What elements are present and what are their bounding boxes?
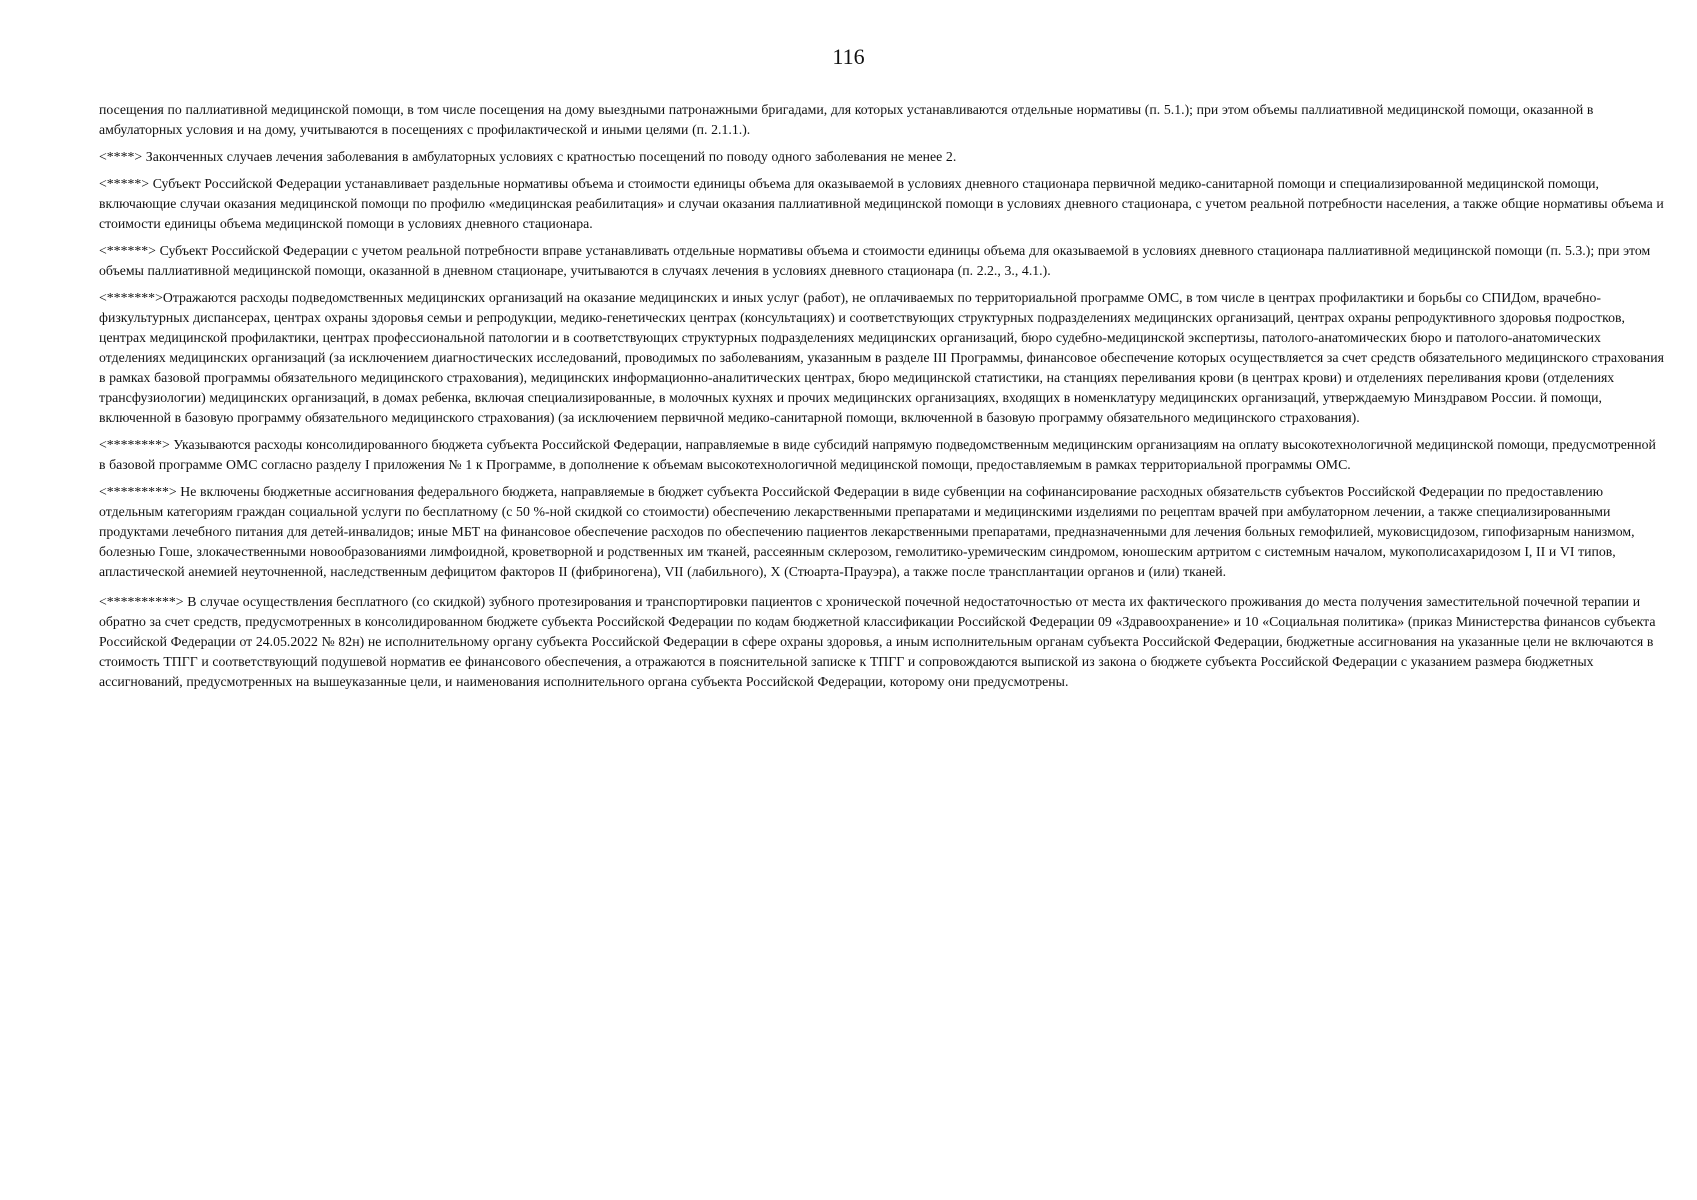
footnote-5-stars: <*****> Субъект Российской Федерации устанавливает раздельные нормативы объема и стоимости единицы объема для оказываемой в условиях дневного стационара первичной медико-санитарной помощи и специализированной медицинской помощи, включающие случаи оказания медицинской помощи по профилю «медицинская реабилитация» и случаи оказания паллиативной медицинской помощи в условиях дневного стационара, с учетом реальной потребности населения, а также общие нормативы объема и стоимости единицы объема медицинской помощи в условиях дневного стационара. <box>99 176 1664 231</box>
footnotes-body <box>99 100 1664 699</box>
footnote-8-stars: <********> Указываются расходы консолидированного бюджета субъекта Российской Федерации, направляемые в виде субсидий напрямую подведомственным медицинским организациям на оплату высокотехнологичной медицинской помощи, предусмотренной в базовой программе ОМС согласно разделу I приложения № 1 к Программе, в дополнение к объемам высокотехнологичной медицинской помощи, предоставляемым в рамках территориальной программы ОМС. <box>99 437 1656 472</box>
footnote-6-stars: <******> Субъект Российской Федерации с учетом реальной потребности вправе устанавливать отдельные нормативы объема и стоимости единицы объема для оказываемой в условиях дневного стационара паллиативной медицинской помощи (п. 5.3.); при этом объемы паллиативной медицинской помощи, оказанной в дневном стационаре, учитываются в случаях лечения в условиях дневного стационара (п. 2.2., 3., 4.1.). <box>99 243 1651 278</box>
footnote-4-stars: <****> Законченных случаев лечения заболевания в амбулаторных условиях с кратностью посещений по поводу одного заболевания не менее 2. <box>99 149 957 164</box>
page-number: 116 <box>832 44 865 69</box>
footnote-7-stars: <*******>Отражаются расходы подведомственных медицинских организаций на оказание медицинских и иных услуг (работ), не оплачиваемых по территориальной программе ОМС, в том числе в центрах профилактики и борьбы со СПИДом, врачебно-физкультурных диспансерах, центрах охраны здоровья семьи и репродукции, медико-генетических центрах (консультациях) и соответствующих структурных подразделениях медицинских организаций, центрах охраны репродуктивного здоровья подростков, центрах медицинской профилактики, центрах профессиональной патологии и в соответствующих структурных подразделениях медицинских организаций, бюро судебно-медицинской экспертизы, патолого-анатомических бюро и патолого-анатомических отделениях медицинских организаций (за исключением диагностических исследований, проводимых по заболеваниям, указанным в разделе III Программы, финансовое обеспечение которых осуществляется за счет средств обязательного медицинского страхования в рамках базовой программы обязательного медицинского страхования), медицинских информационно-аналитических центрах, бюро медицинской статистики, на станциях переливания крови (в центрах крови) и отделениях переливания крови (отделениях трансфузиологии) медицинских организаций, в домах ребенка, включая специализированные, в молочных кухнях и прочих медицинских организациях, входящих в номенклатуру медицинских организаций, утверждаемую Минздравом России. й помощи, включенной в базовую программу обязательного медицинского страхования) (за исключением первичной медико-санитарной помощи, включенной в базовую программу обязательного медицинского страхования). <box>99 290 1664 425</box>
footnote-continuation: посещения по паллиативной медицинской помощи, в том числе посещения на дому выездными патронажными бригадами, для которых устанавливаются отдельные нормативы (п. 5.1.); при этом объемы паллиативной медицинской помощи, оказанной в амбулаторных условия и на дому, учитываются в посещениях с профилактической и иными целями (п. 2.1.1.). <box>99 102 1594 137</box>
footnote-9-stars: <*********> Не включены бюджетные ассигнования федерального бюджета, направляемые в бюджет субъекта Российской Федерации в виде субвенции на софинансирование расходных обязательств субъектов Российской Федерации по предоставлению отдельным категориям граждан социальной услуги по бесплатному (с 50 %-ной скидкой со стоимости) обеспечению лекарственными препаратами и медицинскими изделиями по рецептам врачей при амбулаторном лечении, а также специализированными продуктами лечебного питания для детей-инвалидов; иные МБТ на финансовое обеспечение расходов по обеспечению пациентов лекарственными препаратами, предназначенными для лечения больных гемофилией, муковисцидозом, гипофизарным нанизмом, болезнью Гоше, злокачественными новообразованиями лимфоидной, кроветворной и родственных им тканей, рассеянным склерозом, гемолитико-уремическим синдромом, юношеским артритом с системным началом, мукополисахаридозом I, II и VI типов, апластической анемией неуточненной, наследственным дефицитом факторов II (фибриногена), VII (лабильного), X (Стюарта-Прауэра), а также после трансплантации органов и (или) тканей. <box>99 484 1635 579</box>
footnote-10-stars: <**********> В случае осуществления бесплатного (со скидкой) зубного протезирования и транспортировки пациентов с хронической почечной недостаточностью от места их фактического проживания до места получения заместительной почечной терапии и обратно за счет средств, предусмотренных в консолидированном бюджете субъекта Российской Федерации по кодам бюджетной классификации Российской Федерации 09 «Здравоохранение» и 10 «Социальная политика» (приказ Министерства финансов субъекта Российской Федерации от 24.05.2022 № 82н) не исполнительному органу субъекта Российской Федерации в сфере охраны здоровья, а иным исполнительным органам субъекта Российской Федерации, бюджетные ассигнования на указанные цели не включаются в стоимость ТПГГ и соответствующий подушевой норматив ее финансового обеспечения, а отражаются в пояснительной записке к ТПГГ и сопровождаются выпиской из закона о бюджете субъекта Российской Федерации с указанием размера бюджетных ассигнований, предусмотренных на вышеуказанные цели, и наименования исполнительного органа субъекта Российской Федерации, которому они предусмотрены. <box>99 594 1656 689</box>
